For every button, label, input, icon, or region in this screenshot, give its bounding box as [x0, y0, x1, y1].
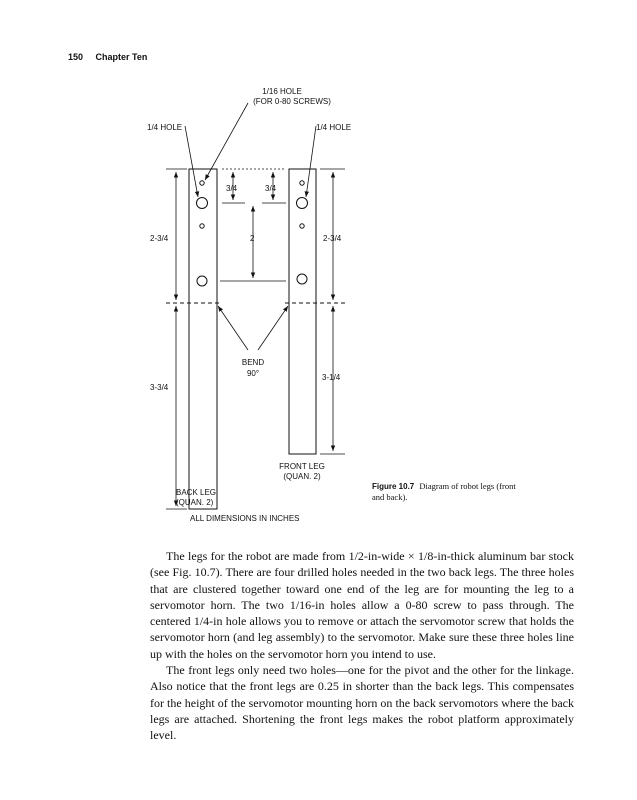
back-leg-pivot-hole: [197, 276, 207, 286]
bend-label-line1: BEND: [241, 358, 265, 367]
label-quarter-hole-right: 1/4 HOLE: [316, 123, 352, 132]
dim-left-upper: 2-3/4: [150, 234, 169, 243]
dim-three-quarter-b: 3/4: [265, 184, 277, 193]
dim-left-lower: 3-3/4: [150, 383, 169, 392]
back-leg-small-hole-top: [200, 181, 204, 185]
label-small-hole-line1: 1/16 HOLE: [262, 87, 302, 96]
figure-caption-text: Diagram of robot legs (front and back).: [372, 481, 516, 502]
body-text: [150, 548, 574, 744]
page-number: 150: [68, 52, 84, 62]
front-leg-small-hole-top: [300, 181, 304, 185]
dim-right-upper: 2-3/4: [323, 234, 342, 243]
dim-three-quarter-a: 3/4: [226, 184, 238, 193]
back-leg-quarter-hole: [197, 198, 208, 209]
paragraph-1: The legs for the robot are made from 1/2-in-wide × 1/8-in-thick aluminum bar stock (see Fig. 10.7). There are four drilled holes needed in the two back legs. The three holes that are clustered together toward one end of the leg are for mounting the leg to a servomotor horn. The two 1/16-in holes allow a 0-80 screw to pass through. The centered 1/4-in hole allows you to remove or attach the servomotor screw that holds the servomotor horn (and leg assembly) to the servomotor. Make sure these three holes line up with the holes on the servomotor horn you intend to use.: [150, 549, 574, 661]
front-leg-small-hole-bottom: [300, 224, 304, 228]
back-leg-small-hole-bottom: [200, 224, 204, 228]
label-small-hole-line2: (FOR 0-80 SCREWS): [253, 97, 331, 106]
back-leg-bar: [189, 169, 217, 509]
bend-label-line2: 90°: [246, 369, 260, 378]
units-note: ALL DIMENSIONS IN INCHES: [190, 514, 300, 523]
chapter-title: Chapter Ten: [95, 52, 148, 62]
front-leg-label-line2: (QUAN. 2): [283, 472, 321, 481]
paragraph-2: The front legs only need two holes—one for the pivot and the other for the linkage. Also notice that the front legs are 0.25 in shorter than the back legs. This compensates for the height of the servomotor mounting horn on the back servomotors where the back legs are attached. Shortening the front legs makes the robot platform approximately level.: [150, 663, 574, 743]
front-leg-bar: [289, 169, 316, 454]
back-leg-label-line2: (QUAN. 2): [176, 498, 214, 507]
dim-right-lower: 3-1/4: [322, 373, 341, 382]
dim-center: 2: [250, 234, 255, 243]
figure-caption: [372, 481, 522, 502]
back-leg-label-line1: BACK LEG: [176, 488, 217, 497]
front-leg-label-line1: FRONT LEG: [279, 462, 325, 471]
figure-label: Figure 10.7: [372, 482, 415, 491]
label-quarter-hole-left: 1/4 HOLE: [147, 123, 183, 132]
front-leg-quarter-hole: [297, 198, 308, 209]
front-leg-pivot-hole: [297, 274, 307, 284]
